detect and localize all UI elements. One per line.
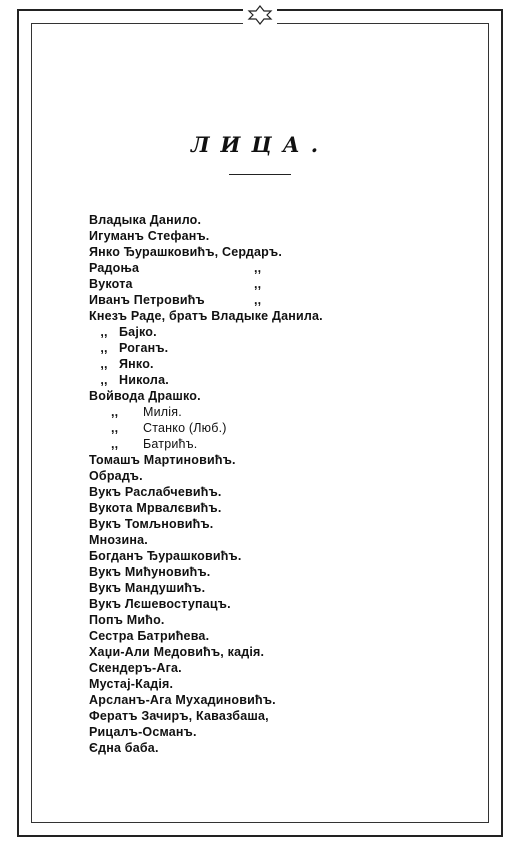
person-name: Вукъ Раслабчевићъ. xyxy=(89,485,222,499)
list-item xyxy=(89,740,323,756)
person-name: Станко (Люб.) xyxy=(143,421,227,435)
ditto-mark: ,, xyxy=(111,421,119,435)
list-item xyxy=(89,612,323,628)
person-name: Бајко. xyxy=(119,325,157,339)
list-item xyxy=(89,228,323,244)
list-item xyxy=(89,292,323,308)
list-item xyxy=(89,244,323,260)
person-name: Фератъ Зачиръ, Кавазбаша, xyxy=(89,709,269,723)
ditto-mark: ,, xyxy=(111,437,119,451)
list-item xyxy=(89,628,323,644)
list-item xyxy=(89,644,323,660)
person-name: Томашъ Мартиновићъ. xyxy=(89,453,236,467)
list-item xyxy=(89,420,323,436)
star-ornament-icon xyxy=(243,4,277,26)
person-name: Вукъ Мићуновићъ. xyxy=(89,565,211,579)
list-item xyxy=(89,340,323,356)
list-item xyxy=(89,452,323,468)
person-name: Батрићъ. xyxy=(143,437,198,451)
person-name: Рицалъ-Османъ. xyxy=(89,725,197,739)
list-item xyxy=(89,484,323,500)
ditto-mark: ,, xyxy=(100,357,108,371)
person-name: Сестра Батрићева. xyxy=(89,629,210,643)
list-item xyxy=(89,276,323,292)
ditto-mark: ,, xyxy=(254,293,262,307)
person-name: Никола. xyxy=(119,373,169,387)
person-name: Вукъ Лєшевоступацъ. xyxy=(89,597,231,611)
person-name: Вукота xyxy=(89,277,133,291)
list-item xyxy=(89,564,323,580)
person-name: Арсланъ-Ага Мухадиновићъ. xyxy=(89,693,276,707)
list-item xyxy=(89,516,323,532)
ditto-mark: ,, xyxy=(254,261,262,275)
list-item xyxy=(89,468,323,484)
person-name: Роганъ. xyxy=(119,341,169,355)
page-title: ЛИЦА. xyxy=(190,132,330,157)
list-item xyxy=(89,580,323,596)
list-item xyxy=(89,212,323,228)
list-item xyxy=(89,596,323,612)
person-name: Игуманъ Стефанъ. xyxy=(89,229,210,243)
person-name: Богданъ Ђурашковићъ. xyxy=(89,549,242,563)
person-name: Мустај-Кадія. xyxy=(89,677,174,691)
list-item xyxy=(89,708,323,724)
list-item xyxy=(89,324,323,340)
person-name: Кнезъ Раде, братъ Владыке Данила. xyxy=(89,309,323,323)
person-name: Хаџи-Али Медовићъ, кадія. xyxy=(89,645,265,659)
dramatis-personae-list xyxy=(89,212,323,756)
person-name: Обрадъ. xyxy=(89,469,143,483)
list-item xyxy=(89,692,323,708)
person-name: Янко Ђурашковићъ, Сердаръ. xyxy=(89,245,282,259)
list-item xyxy=(89,724,323,740)
person-name: Вукота Мрвалєвићъ. xyxy=(89,501,222,515)
person-name: Войвода Драшко. xyxy=(89,389,201,403)
list-item xyxy=(89,676,323,692)
list-item xyxy=(89,372,323,388)
ditto-mark: ,, xyxy=(100,341,108,355)
list-item xyxy=(89,388,323,404)
ditto-mark: ,, xyxy=(100,325,108,339)
list-item xyxy=(89,500,323,516)
person-name: Вукъ Мандушићъ. xyxy=(89,581,206,595)
person-name: Скендеръ-Ага. xyxy=(89,661,182,675)
person-name: Милія. xyxy=(143,405,182,419)
ditto-mark: ,, xyxy=(254,277,262,291)
list-item xyxy=(89,548,323,564)
title-divider xyxy=(229,174,291,175)
list-item xyxy=(89,308,323,324)
list-item xyxy=(89,436,323,452)
ditto-mark: ,, xyxy=(100,373,108,387)
list-item xyxy=(89,404,323,420)
list-item xyxy=(89,532,323,548)
person-name: Радоња xyxy=(89,261,140,275)
list-item xyxy=(89,260,323,276)
list-item xyxy=(89,356,323,372)
list-item xyxy=(89,660,323,676)
person-name: Иванъ Петровићъ xyxy=(89,293,205,307)
person-name: Янко. xyxy=(119,357,154,371)
person-name: Мнозина. xyxy=(89,533,148,547)
person-name: Вукъ Томљновићъ. xyxy=(89,517,214,531)
person-name: Владыка Данило. xyxy=(89,213,202,227)
person-name: Попъ Мићо. xyxy=(89,613,165,627)
ditto-mark: ,, xyxy=(111,405,119,419)
person-name: Єдна баба. xyxy=(89,741,159,755)
